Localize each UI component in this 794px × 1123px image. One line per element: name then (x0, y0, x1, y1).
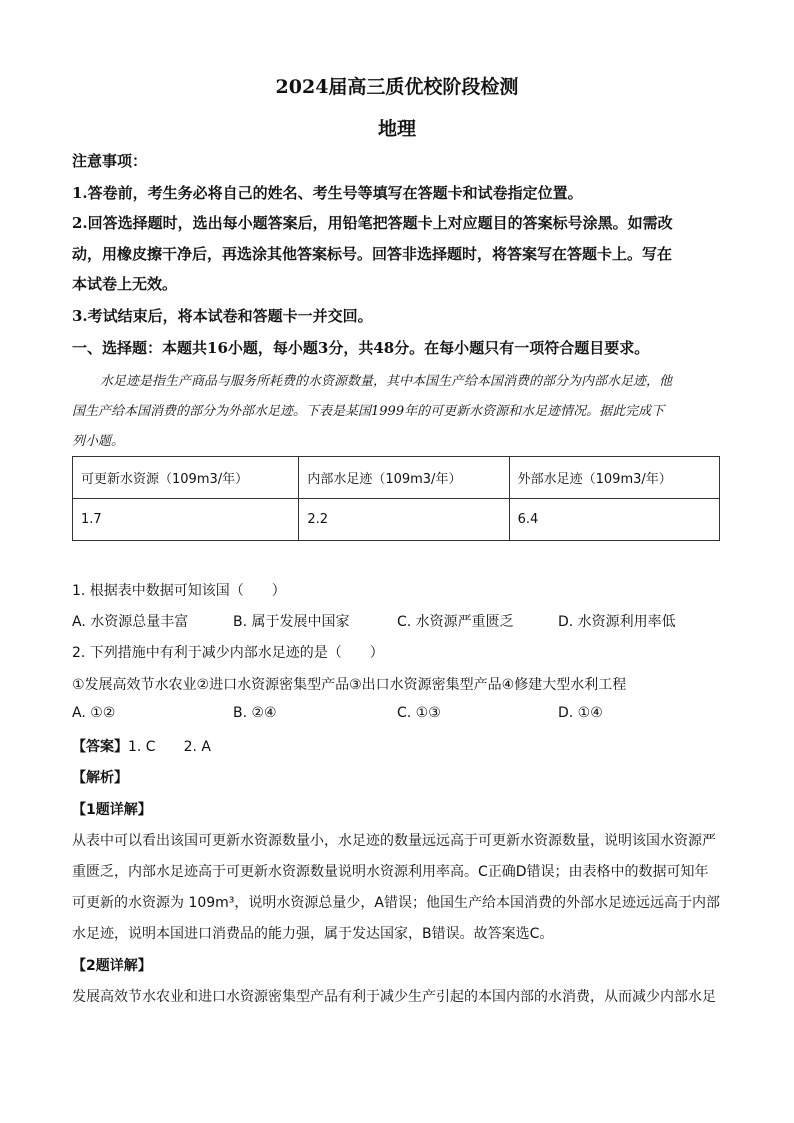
table-header-row (73, 457, 720, 499)
notes-heading: 注意事项： (72, 152, 148, 170)
note-item: 3.考试结束后，将本试卷和答题卡一并交回。 (72, 307, 373, 325)
question-2-items: ①发展高效节水农业②进口水资源密集型产品③出口水资源密集型产品④修建大型水利工程 (72, 677, 627, 693)
answer-text: 1. C 2. A (128, 739, 211, 755)
table-header-cell: 可更新水资源（109m3/年） (73, 457, 299, 499)
table-cell: 6.4 (509, 499, 719, 541)
table-cell: 2.2 (299, 499, 509, 541)
exam-title: 2024届高三质优校阶段检测 (275, 76, 519, 98)
question-2-option-b: B. ②④ (233, 705, 277, 721)
note-item: 1.答卷前，考生务必将自己的姓名、考生号等填写在答题卡和试卷指定位置。 (72, 184, 583, 202)
answer-line (72, 736, 211, 756)
detail-1-line: 从表中可以看出该国可更新水资源数量小，水足迹的数量远远高于可更新水资源数量，说明该国水资源严 (72, 833, 716, 849)
note-item: 动，用橡皮擦干净后，再选涂其他答案标号。回答非选择题时，将答案写在答题卡上。写在 (72, 245, 673, 263)
note-item: 本试卷上无效。 (72, 275, 178, 293)
question-2-stem: 2. 下列措施中有利于减少内部水足迹的是（ ） (72, 645, 384, 661)
question-1-stem: 1. 根据表中数据可知该国（ ） (72, 583, 286, 599)
question-2-option-a: A. ①② (72, 705, 116, 721)
table-row (73, 499, 720, 541)
passage-line: 水足迹是指生产商品与服务所耗费的水资源数量，其中本国生产给本国消费的部分为内部水足迹，他 (100, 374, 673, 389)
question-2-option-c: C. ①③ (397, 705, 441, 721)
passage-line: 国生产给本国消费的部分为外部水足迹。下表是某国1999年的可更新水资源和水足迹情况。据此完成下 (72, 404, 665, 419)
table-header-cell: 内部水足迹（109m3/年） (299, 457, 509, 499)
detail-1-line: 水足迹，说明本国进口消费品的能力强，属于发达国家，B错误。故答案选C。 (72, 926, 554, 942)
section-heading: 一、选择题：本题共16小题，每小题3分，共48分。在每小题只有一项符合题目要求。 (72, 339, 650, 357)
table-cell: 1.7 (73, 499, 299, 541)
analysis-tag: 【解析】 (72, 770, 128, 786)
answer-tag: 【答案】 (72, 739, 128, 755)
note-item: 2.回答选择题时，选出每小题答案后，用铅笔把答题卡上对应题目的答案标号涂黑。如需改 (72, 214, 673, 232)
table-header-cell: 外部水足迹（109m3/年） (509, 457, 719, 499)
question-1-option-a: A. 水资源总量丰富 (72, 614, 189, 630)
detail-1-line: 重匮乏，内部水足迹高于可更新水资源数量说明水资源利用率高。C正确D错误；由表格中的数据可知年 (72, 864, 709, 880)
detail-2-heading: 【2题详解】 (72, 958, 152, 974)
detail-1-heading: 【1题详解】 (72, 802, 152, 818)
subject-title: 地理 (377, 118, 416, 140)
water-footprint-table (72, 456, 720, 541)
detail-2-line: 发展高效节水农业和进口水资源密集型产品有利于减少生产引起的本国内部的水消费，从而减少内部水足 (72, 989, 716, 1005)
question-2-option-d: D. ①④ (558, 705, 603, 721)
question-1-option-c: C. 水资源严重匮乏 (397, 614, 514, 630)
detail-1-line: 可更新的水资源为 109m³，说明水资源总量少，A错误；他国生产给本国消费的外部水足迹远远高于内部 (72, 895, 720, 911)
question-1-option-d: D. 水资源利用率低 (558, 614, 676, 630)
passage-line: 列小题。 (72, 434, 125, 449)
question-1-option-b: B. 属于发展中国家 (233, 614, 350, 630)
